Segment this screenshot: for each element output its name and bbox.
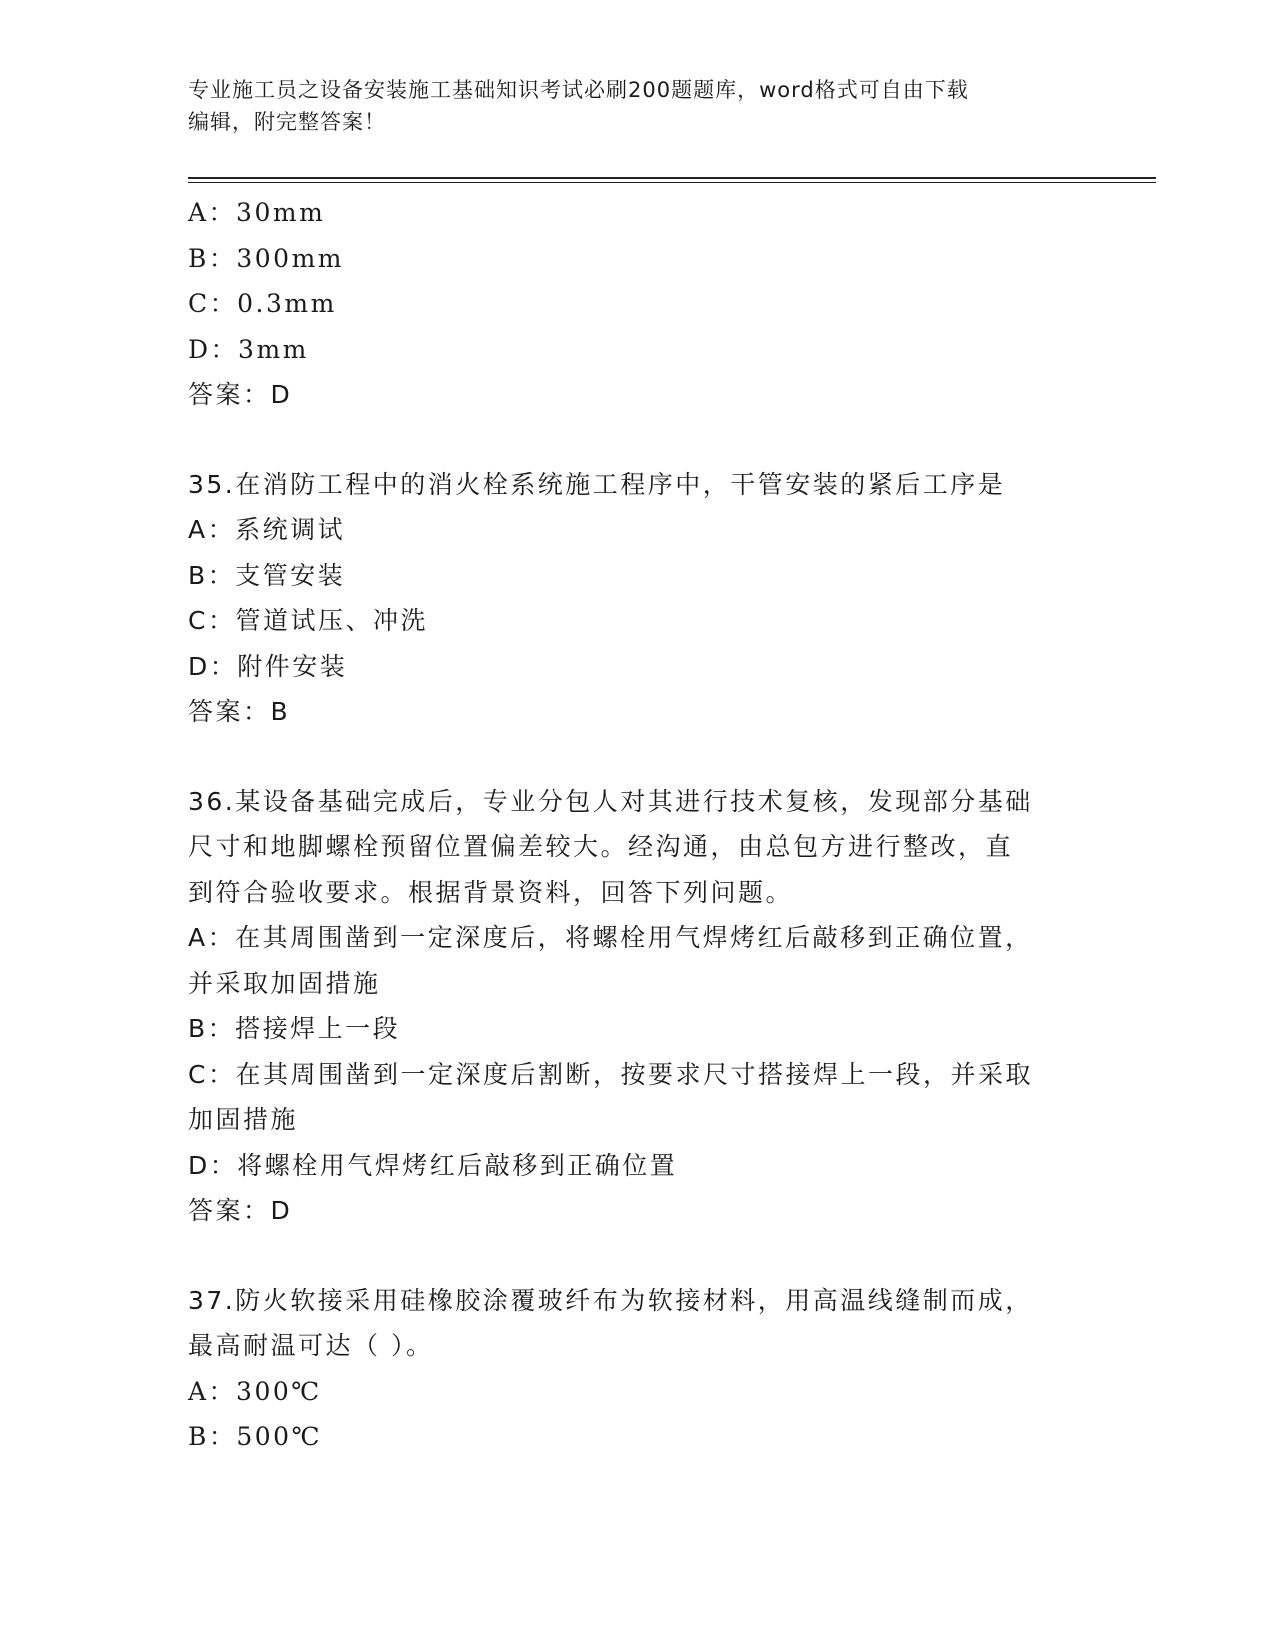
answer-line: 答案：D — [188, 1196, 293, 1225]
answer-line: 答案：D — [188, 380, 293, 409]
question-stem-line-1: 37.防火软接采用硅橡胶涂覆玻纤布为软接材料，用高温线缝制而成， — [188, 1285, 1033, 1315]
option-a: A：系统调试 — [188, 515, 346, 544]
question-stem: 35.在消防工程中的消火栓系统施工程序中，干管安装的紧后工序是 — [188, 469, 1006, 499]
option-a-line-2: 并采取加固措施 — [188, 968, 381, 998]
option-a-line-1: A：在其周围凿到一定深度后，将螺栓用气焊烤红后敲移到正确位置， — [188, 923, 1033, 952]
option-d: D：3mm — [188, 334, 309, 364]
option-a: A：30mm — [188, 198, 326, 227]
question-37 — [188, 1278, 1088, 1460]
question-content — [188, 190, 1088, 1460]
question-stem-line-3: 到符合验收要求。根据背景资料，回答下列问题。 — [188, 877, 794, 907]
option-b: B：500℃ — [188, 1422, 323, 1451]
question-36 — [188, 779, 1088, 1234]
header-title-line-2: 编辑，附完整答案！ — [188, 110, 386, 134]
question-stem-line-2: 尺寸和地脚螺栓预留位置偏差较大。经沟通，由总包方进行整改，直 — [188, 832, 1014, 861]
question-stem-line-1: 36.某设备基础完成后，专业分包人对其进行技术复核，发现部分基础 — [188, 786, 1033, 816]
option-c: C：管道试压、冲洗 — [188, 606, 428, 635]
option-a: A：300℃ — [188, 1376, 322, 1406]
answer-line: 答案：B — [188, 697, 291, 726]
document-header — [188, 74, 1088, 138]
option-d: D：附件安装 — [188, 651, 348, 681]
question-34-tail — [188, 190, 1088, 418]
question-stem-line-2: 最高耐温可达（ ）。 — [188, 1331, 434, 1360]
option-d: D：将螺栓用气焊烤红后敲移到正确位置 — [188, 1150, 678, 1180]
option-b: B：支管安装 — [188, 560, 346, 590]
option-c: C：0.3mm — [188, 289, 337, 318]
option-c-line-1: C：在其周围凿到一定深度后割断，按要求尺寸搭接焊上一段，并采取 — [188, 1059, 1033, 1089]
option-b: B：搭接焊上一段 — [188, 1014, 401, 1043]
header-title-line-1: 专业施工员之设备安装施工基础知识考试必刷200题题库，word格式可自由下载 — [188, 78, 969, 102]
question-35 — [188, 462, 1088, 735]
option-b: B：300mm — [188, 243, 345, 273]
option-c-line-2: 加固措施 — [188, 1105, 299, 1134]
header-divider-thin — [188, 182, 1156, 183]
header-divider-thick — [188, 177, 1156, 179]
